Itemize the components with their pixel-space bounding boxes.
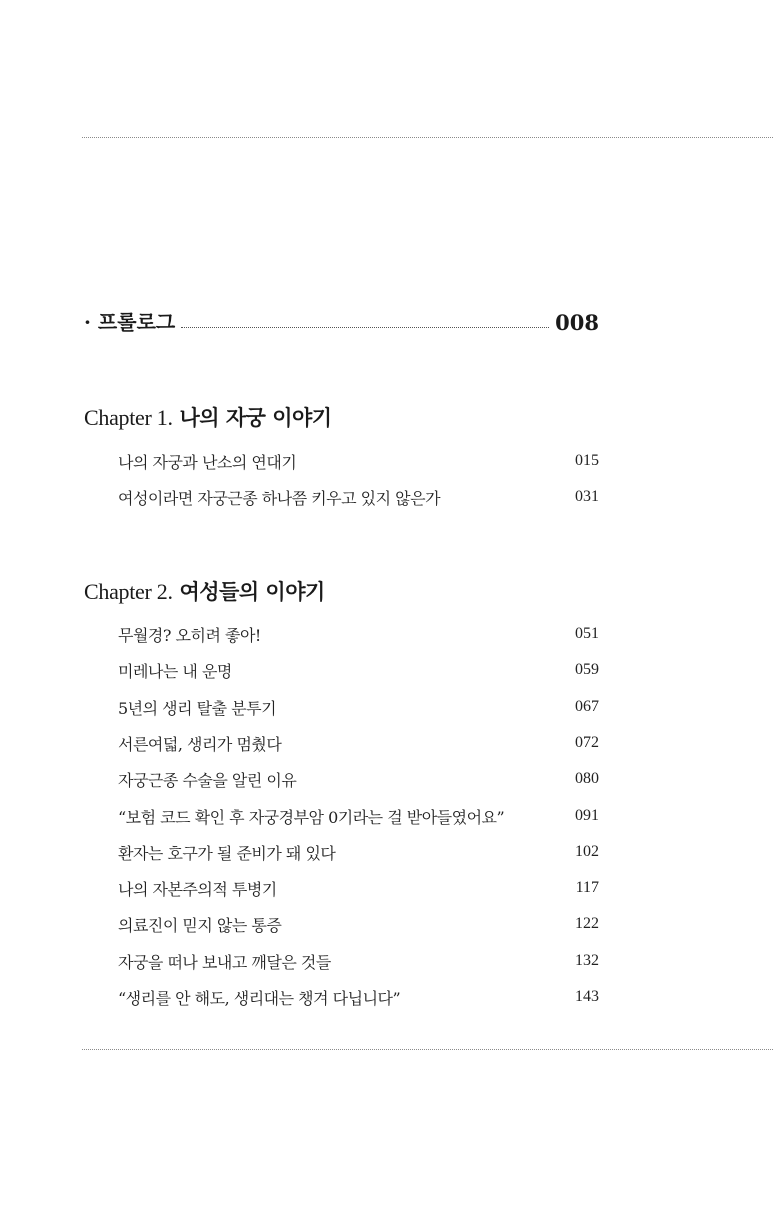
chapter-2-number: Chapter 2.: [84, 579, 173, 604]
toc-entry: [118, 803, 599, 829]
toc-entry: [118, 875, 599, 901]
toc-entry-page: 122: [575, 915, 599, 932]
toc-entry-page: 072: [575, 734, 599, 751]
prologue-dot-leader: [181, 327, 549, 328]
toc-entry-page: 067: [575, 698, 599, 715]
chapter-1-title: 나의 자궁 이야기: [179, 405, 332, 430]
toc-entry-title: 의료진이 믿지 않는 통증: [118, 915, 282, 935]
toc-entry: [118, 839, 599, 865]
chapter-1-number: Chapter 1.: [84, 405, 173, 430]
bottom-dotted-divider: [82, 1049, 773, 1050]
toc-entry-title: 나의 자본주의적 투병기: [118, 879, 277, 899]
toc-entry: [118, 657, 599, 683]
toc-entry: [118, 911, 599, 937]
toc-entry-page: 102: [575, 843, 599, 860]
toc-entry: [118, 948, 599, 974]
toc-entry-title: “생리를 안 해도, 생리대는 챙겨 다닙니다”: [118, 988, 401, 1008]
toc-entry-page: 117: [575, 879, 599, 896]
toc-entry-title: 무월경? 오히려 좋아!: [118, 625, 261, 645]
toc-entry-page: 091: [575, 807, 599, 824]
prologue-title: · 프롤로그: [84, 310, 176, 334]
toc-entry-title: 미레나는 내 운명: [118, 661, 232, 681]
toc-entry-title: 여성이라면 자궁근종 하나쯤 키우고 있지 않은가: [118, 488, 441, 508]
chapter-1-heading: [84, 402, 332, 432]
toc-entry-page: 080: [575, 770, 599, 787]
toc-entry-title: 서른여덟, 생리가 멈췄다: [118, 734, 282, 754]
toc-entry-page: 132: [575, 952, 599, 969]
prologue-row: [84, 303, 599, 335]
toc-entry-title: 자궁근종 수술을 알린 이유: [118, 770, 297, 790]
toc-entry: [118, 484, 599, 510]
chapter-2-heading: [84, 576, 325, 606]
toc-entry: [118, 766, 599, 792]
toc-entry-page: 015: [575, 452, 599, 469]
toc-entry: [118, 621, 599, 647]
top-dotted-divider: [82, 137, 773, 138]
toc-entry-page: 051: [575, 625, 599, 642]
chapter-2-title: 여성들의 이야기: [179, 579, 325, 604]
toc-entry-title: 자궁을 떠나 보내고 깨달은 것들: [118, 952, 331, 972]
toc-entry: [118, 984, 599, 1010]
toc-entry-page: 143: [575, 988, 599, 1005]
toc-entry-page: 031: [575, 488, 599, 505]
toc-entry-title: 나의 자궁과 난소의 연대기: [118, 452, 297, 472]
prologue-page-number: 008: [555, 310, 599, 335]
toc-entry-title: 5년의 생리 탈출 분투기: [118, 698, 277, 718]
toc-entry-page: 059: [575, 661, 599, 678]
toc-entry-title: 환자는 호구가 될 준비가 돼 있다: [118, 843, 336, 863]
toc-entry: [118, 730, 599, 756]
toc-entry: [118, 694, 599, 720]
toc-entry-title: “보험 코드 확인 후 자궁경부암 0기라는 걸 받아들였어요”: [118, 807, 505, 827]
toc-entry: [118, 448, 599, 474]
